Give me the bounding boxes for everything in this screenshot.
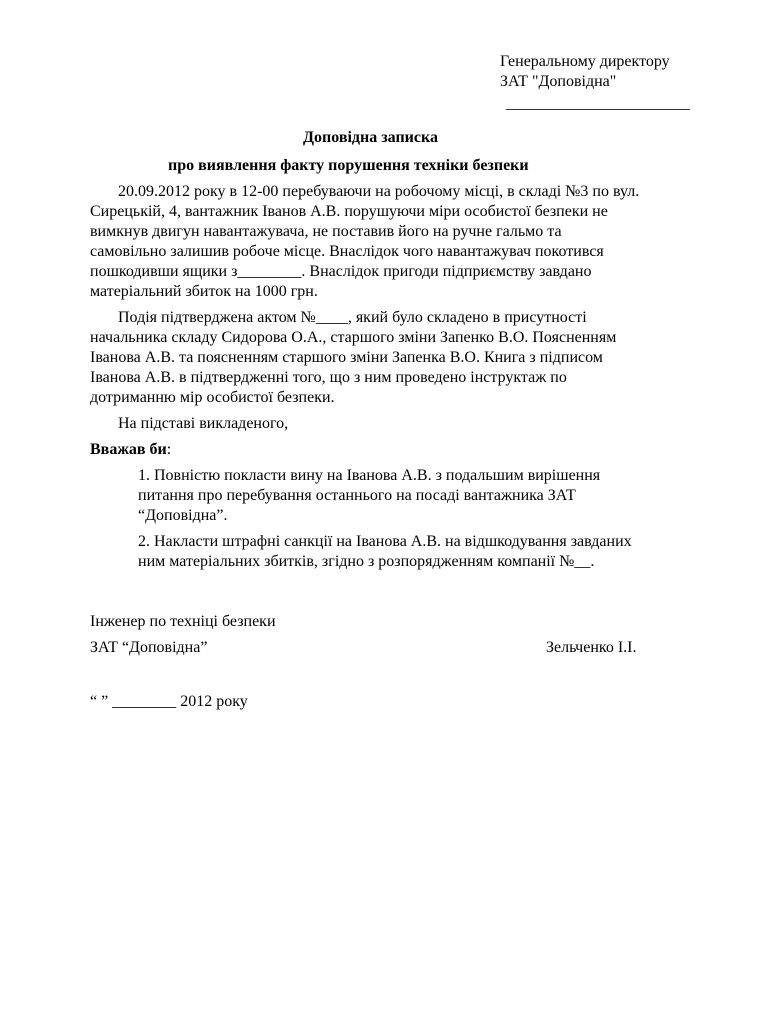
- paragraph-2-line: Подія підтверджена актом №____, який було складено в присутності: [118, 309, 587, 326]
- paragraph-1-line: 20.09.2012 року в 12-00 перебуваючи на робочому місці, в складі №3 по вул.: [118, 183, 640, 200]
- signature-name: Зельченко І.І.: [546, 639, 637, 656]
- item-1-line: питання про перебування останнього на посаді вантажника ЗАТ: [138, 487, 576, 504]
- date-line: “ ” ________ 2012 року: [90, 693, 248, 710]
- paragraph-2-line: Іванова А.В. та поясненням старшого зміни Запенка В.О. Книга з підписом: [90, 349, 603, 366]
- conclusion-heading: [90, 440, 171, 460]
- document-subtitle: про виявлення факту порушення техніки безпеки: [168, 157, 529, 174]
- paragraph-1-line: матеріальний збиток на 1000 грн.: [90, 283, 318, 300]
- paragraph-1-line: самовільно залишив робоче місце. Внаслідок чого навантажувач покотився: [90, 243, 604, 260]
- item-1-line: “Доповідна”.: [138, 507, 228, 524]
- document-title: Доповідна записка: [303, 129, 438, 146]
- conclusion-label: Вважав би: [90, 441, 167, 458]
- paragraph-2-line: начальника складу Сидорова О.А., старшого зміни Запенко В.О. Поясненням: [90, 329, 617, 346]
- item-2-line: ним матеріальних збитків, згідно з розпорядженням компанії №__.: [138, 553, 595, 570]
- item-2-line: 2. Накласти штрафні санкції на Іванова А.В. на відшкодування завданих: [138, 533, 632, 550]
- paragraph-1-line: вимкнув двигун навантажувача, не поставив його на ручне гальмо та: [90, 223, 562, 240]
- addressee-line-1: Генеральному директору: [500, 53, 670, 70]
- signature-position: Інженер по техніці безпеки: [90, 613, 276, 630]
- signature-company: ЗАТ “Доповідна”: [90, 639, 208, 656]
- item-1-line: 1. Повністю покласти вину на Іванова А.В. з подальшим вирішення: [138, 467, 601, 484]
- conclusion-colon: :: [166, 441, 172, 458]
- addressee-signature-line: _______________________: [506, 95, 690, 112]
- paragraph-1-line: пошкодивши ящики з________. Внаслідок пригоди підприємству завдано: [90, 263, 592, 280]
- paragraph-3: На підставі викладеного,: [118, 415, 289, 432]
- paragraph-1-line: Сирецькій, 4, вантажник Іванов А.В. порушуючи міри особистої безпеки не: [90, 203, 608, 220]
- addressee-line-2: ЗАТ "Доповідна": [500, 73, 617, 90]
- paragraph-2-line: дотриманню мір особистої безпеки.: [90, 389, 335, 406]
- paragraph-2-line: Іванова А.В. в підтвердженні того, що з ним проведено інструктаж по: [90, 369, 567, 386]
